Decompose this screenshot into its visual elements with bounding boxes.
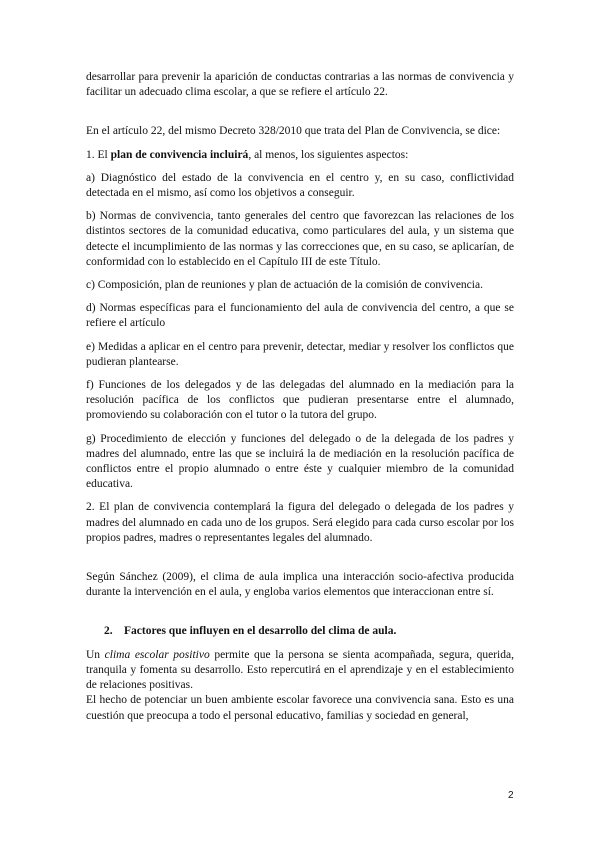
item-a: a) Diagnóstico del estado de la convivencia en el centro y, en su caso, conflictividad detectada en el mismo, así como los objetivos a conseguir. <box>86 171 514 200</box>
item-b: b) Normas de convivencia, tanto generales del centro que favorezcan las relaciones de los distintos sectores de la comunidad educativa, como particulares del aula, y un sistema que detecte el incumplimiento de las normas y las correcciones que, en su caso, se aplicarían, de conformidad con lo establecido en el Capítulo III de este Título. <box>86 210 514 268</box>
page-content <box>86 70 514 724</box>
article-intro-paragraph: En el artículo 22, del mismo Decreto 328/2010 que trata del Plan de Convivencia, se dice: <box>86 125 501 138</box>
intro-paragraph: desarrollar para prevenir la aparición de conductas contrarias a las normas de convivencia y facilitar un adecuado clima escolar, a que se refiere el artículo 22. <box>86 71 514 99</box>
sanchez-paragraph: Según Sánchez (2009), el clima de aula implica una interacción socio-afectiva producida durante la intervención en el aula, y engloba varios elementos que interaccionan entre sí. <box>86 571 514 599</box>
item-c: c) Composición, plan de reuniones y plan de actuación de la comisión de convivencia. <box>86 279 483 292</box>
point-1-bold: plan de convivencia incluirá <box>110 148 249 161</box>
point-1-prefix: 1. El <box>86 148 111 161</box>
item-e: e) Medidas a aplicar en el centro para prevenir, detectar, mediar y resolver los conflictos que pudieran plantearse. <box>86 340 514 368</box>
clima-italic: clima escolar positivo <box>104 648 210 661</box>
point-1-paragraph <box>86 148 514 163</box>
point-1-suffix: , al menos, los siguientes aspectos: <box>248 148 409 161</box>
clima-paragraph <box>86 648 514 694</box>
point-2-paragraph: 2. El plan de convivencia contemplará la figura del delegado o delegada de los padres y madres del alumnado en cada uno de los grupos. Será elegido para cada curso escolar por los propios padres, madres o representantes legales del alumnado. <box>86 501 514 544</box>
clima-suffix: permite que la persona se sienta acompañada, segura, querida, tranquila y fomenta su desarrollo. Esto repercutirá en el aprendizaje y en el establecimiento de relaciones positivas. <box>86 648 514 692</box>
page-number: 2 <box>508 790 514 801</box>
item-f: f) Funciones de los delegados y de las delegadas del alumnado en la mediación para la resolución pacífica de los conflictos que pudieran presentarse entre el alumnado, promoviendo su colaboración con el tutor o la tutora del grupo. <box>86 379 514 422</box>
section-heading <box>86 624 514 639</box>
item-g: g) Procedimiento de elección y funciones del delegado o de la delegada de los padres y madres del alumnado, entre las que se incluirá la de mediación en la resolución pacífica de conflictos entre el propio alumnado o entre éste y cualquier miembro de la comunidad educativa. <box>86 432 514 491</box>
section-title: Factores que influyen en el desarrollo del clima de aula. <box>124 625 397 638</box>
potenciar-paragraph: El hecho de potenciar un buen ambiente escolar favorece una convivencia sana. Esto es una cuestión que preocupa a todo el personal educativo, familias y sociedad en general, <box>86 694 514 722</box>
item-d: d) Normas específicas para el funcionamiento del aula de convivencia del centro, a que se refiere el artículo <box>86 302 514 330</box>
clima-prefix: Un <box>86 648 105 661</box>
section-number: 2. <box>104 625 113 638</box>
